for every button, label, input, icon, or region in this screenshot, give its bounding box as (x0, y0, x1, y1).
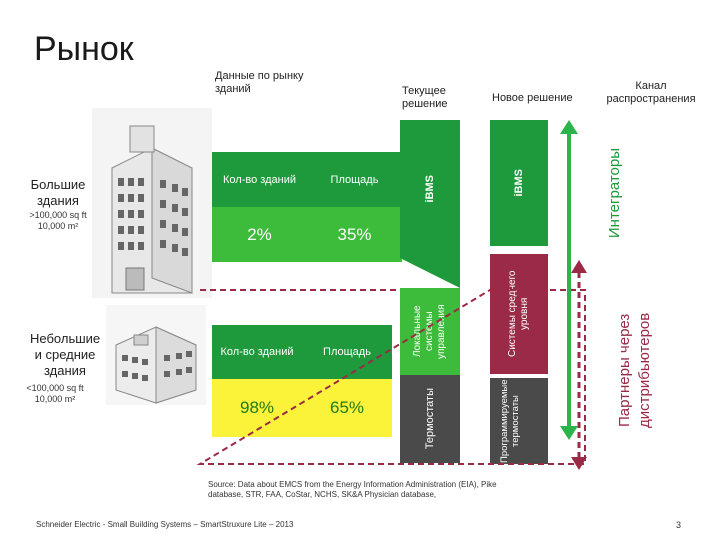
large-area-value: 35% (307, 207, 402, 262)
new-mid-level-systems: Системы среднего уровня (490, 254, 548, 374)
small-count-value: 98% (212, 379, 302, 437)
header-new-solution: Новое решение (492, 92, 573, 104)
size-small-line2: 10,000 m² (34, 394, 76, 404)
header-market-data: Данные по рынку зданий (215, 70, 304, 95)
row-label-large: Большие здания (30, 177, 86, 208)
page-title: Рынок (34, 30, 134, 68)
current-thermostats: Термостаты (400, 375, 460, 463)
header-channel: Канал распространения (606, 80, 696, 105)
current-large-ibms: iBMS (400, 120, 460, 258)
row-label-small: Небольшие и средние здания (30, 331, 101, 378)
size-large-line2: 10,000 m² (37, 221, 79, 231)
source-note: Source: Data about EMCS from the Energy Information Administration (EIA), Pike database, STR, FAA, CoStar, NCHS, SK&A Physician database, (208, 480, 497, 499)
new-programmable-thermostats: Программируемые термостаты (490, 378, 548, 464)
large-market-grid (212, 152, 402, 262)
distributors-arrow (568, 260, 590, 470)
small-buildings-boundary (190, 282, 598, 472)
size-small-line1: <100,000 sq ft (26, 383, 84, 393)
new-large-ibms: iBMS (490, 120, 548, 246)
large-count-value: 2% (212, 207, 307, 262)
large-area-label: Площадь (307, 152, 402, 207)
current-local-systems: Локальные системы управления (400, 288, 460, 375)
channel-integrators: Интеграторы (605, 147, 623, 239)
small-area-value: 65% (302, 379, 392, 437)
channel-distributors: Партнеры через дистрибьютеров (616, 312, 653, 428)
large-count-label: Кол-во зданий (212, 152, 307, 207)
page-number: 3 (676, 520, 682, 530)
tall-building-illustration (92, 108, 212, 298)
footer-text: Schneider Electric - Small Building Systems – SmartStruxure Lite – 2013 (36, 520, 294, 529)
small-area-label: Площадь (302, 325, 392, 379)
size-large-line1: >100,000 sq ft (29, 210, 87, 220)
small-count-label: Кол-во зданий (212, 325, 302, 379)
header-current-solution: Текущее решение (402, 85, 448, 110)
